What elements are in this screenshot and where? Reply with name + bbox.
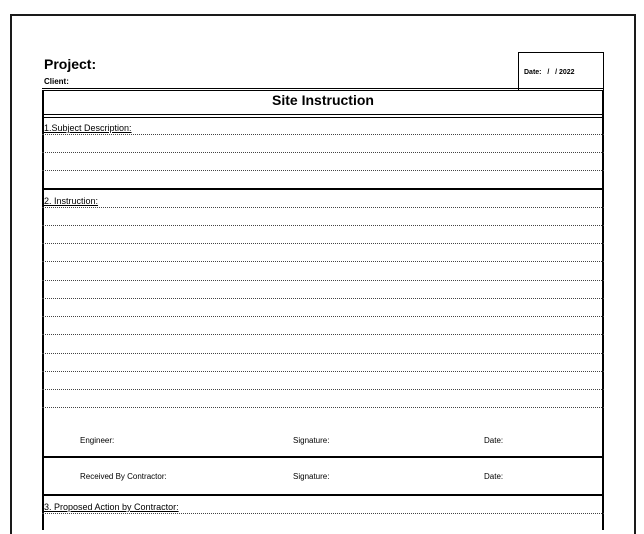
writing-line[interactable] [42, 334, 604, 335]
client-label: Client: [44, 77, 69, 86]
writing-line[interactable] [42, 316, 604, 317]
section-proposed-action-label: 3. Proposed Action by Contractor: [44, 502, 179, 512]
writing-line[interactable] [42, 513, 604, 514]
project-label: Project: [44, 56, 97, 72]
writing-line[interactable] [42, 389, 604, 390]
writing-line[interactable] [42, 152, 604, 153]
writing-line[interactable] [42, 407, 604, 408]
title-divider [42, 117, 604, 118]
engineer-label: Engineer: [80, 436, 115, 445]
header-date: Date: / / 2022 [524, 69, 575, 76]
writing-line[interactable] [42, 170, 604, 171]
contractor-signature-label: Signature: [293, 472, 330, 481]
engineer-date-label: Date: [484, 436, 504, 445]
writing-line[interactable] [42, 134, 604, 135]
writing-line[interactable] [42, 280, 604, 281]
header-divider [42, 90, 604, 91]
writing-line[interactable] [42, 353, 604, 354]
writing-line[interactable] [42, 261, 604, 262]
writing-line[interactable] [42, 371, 604, 372]
header-divider [42, 88, 604, 89]
section-subject-label: 1.Subject Description: [44, 123, 132, 133]
section-divider [42, 188, 604, 190]
title-divider [42, 114, 604, 115]
section-instruction-label: 2. Instruction: [44, 196, 99, 206]
writing-line[interactable] [42, 207, 604, 208]
writing-line[interactable] [42, 298, 604, 299]
received-by-contractor-label: Received By Contractor: [80, 472, 167, 481]
signoff-divider [42, 456, 604, 458]
form-frame [42, 90, 604, 530]
writing-line[interactable] [42, 225, 604, 226]
writing-line[interactable] [42, 243, 604, 244]
engineer-signature-label: Signature: [293, 436, 330, 445]
form-sheet [10, 14, 636, 534]
section-divider [42, 494, 604, 496]
form-title: Site Instruction [272, 92, 374, 108]
contractor-date-label: Date: [484, 472, 504, 481]
